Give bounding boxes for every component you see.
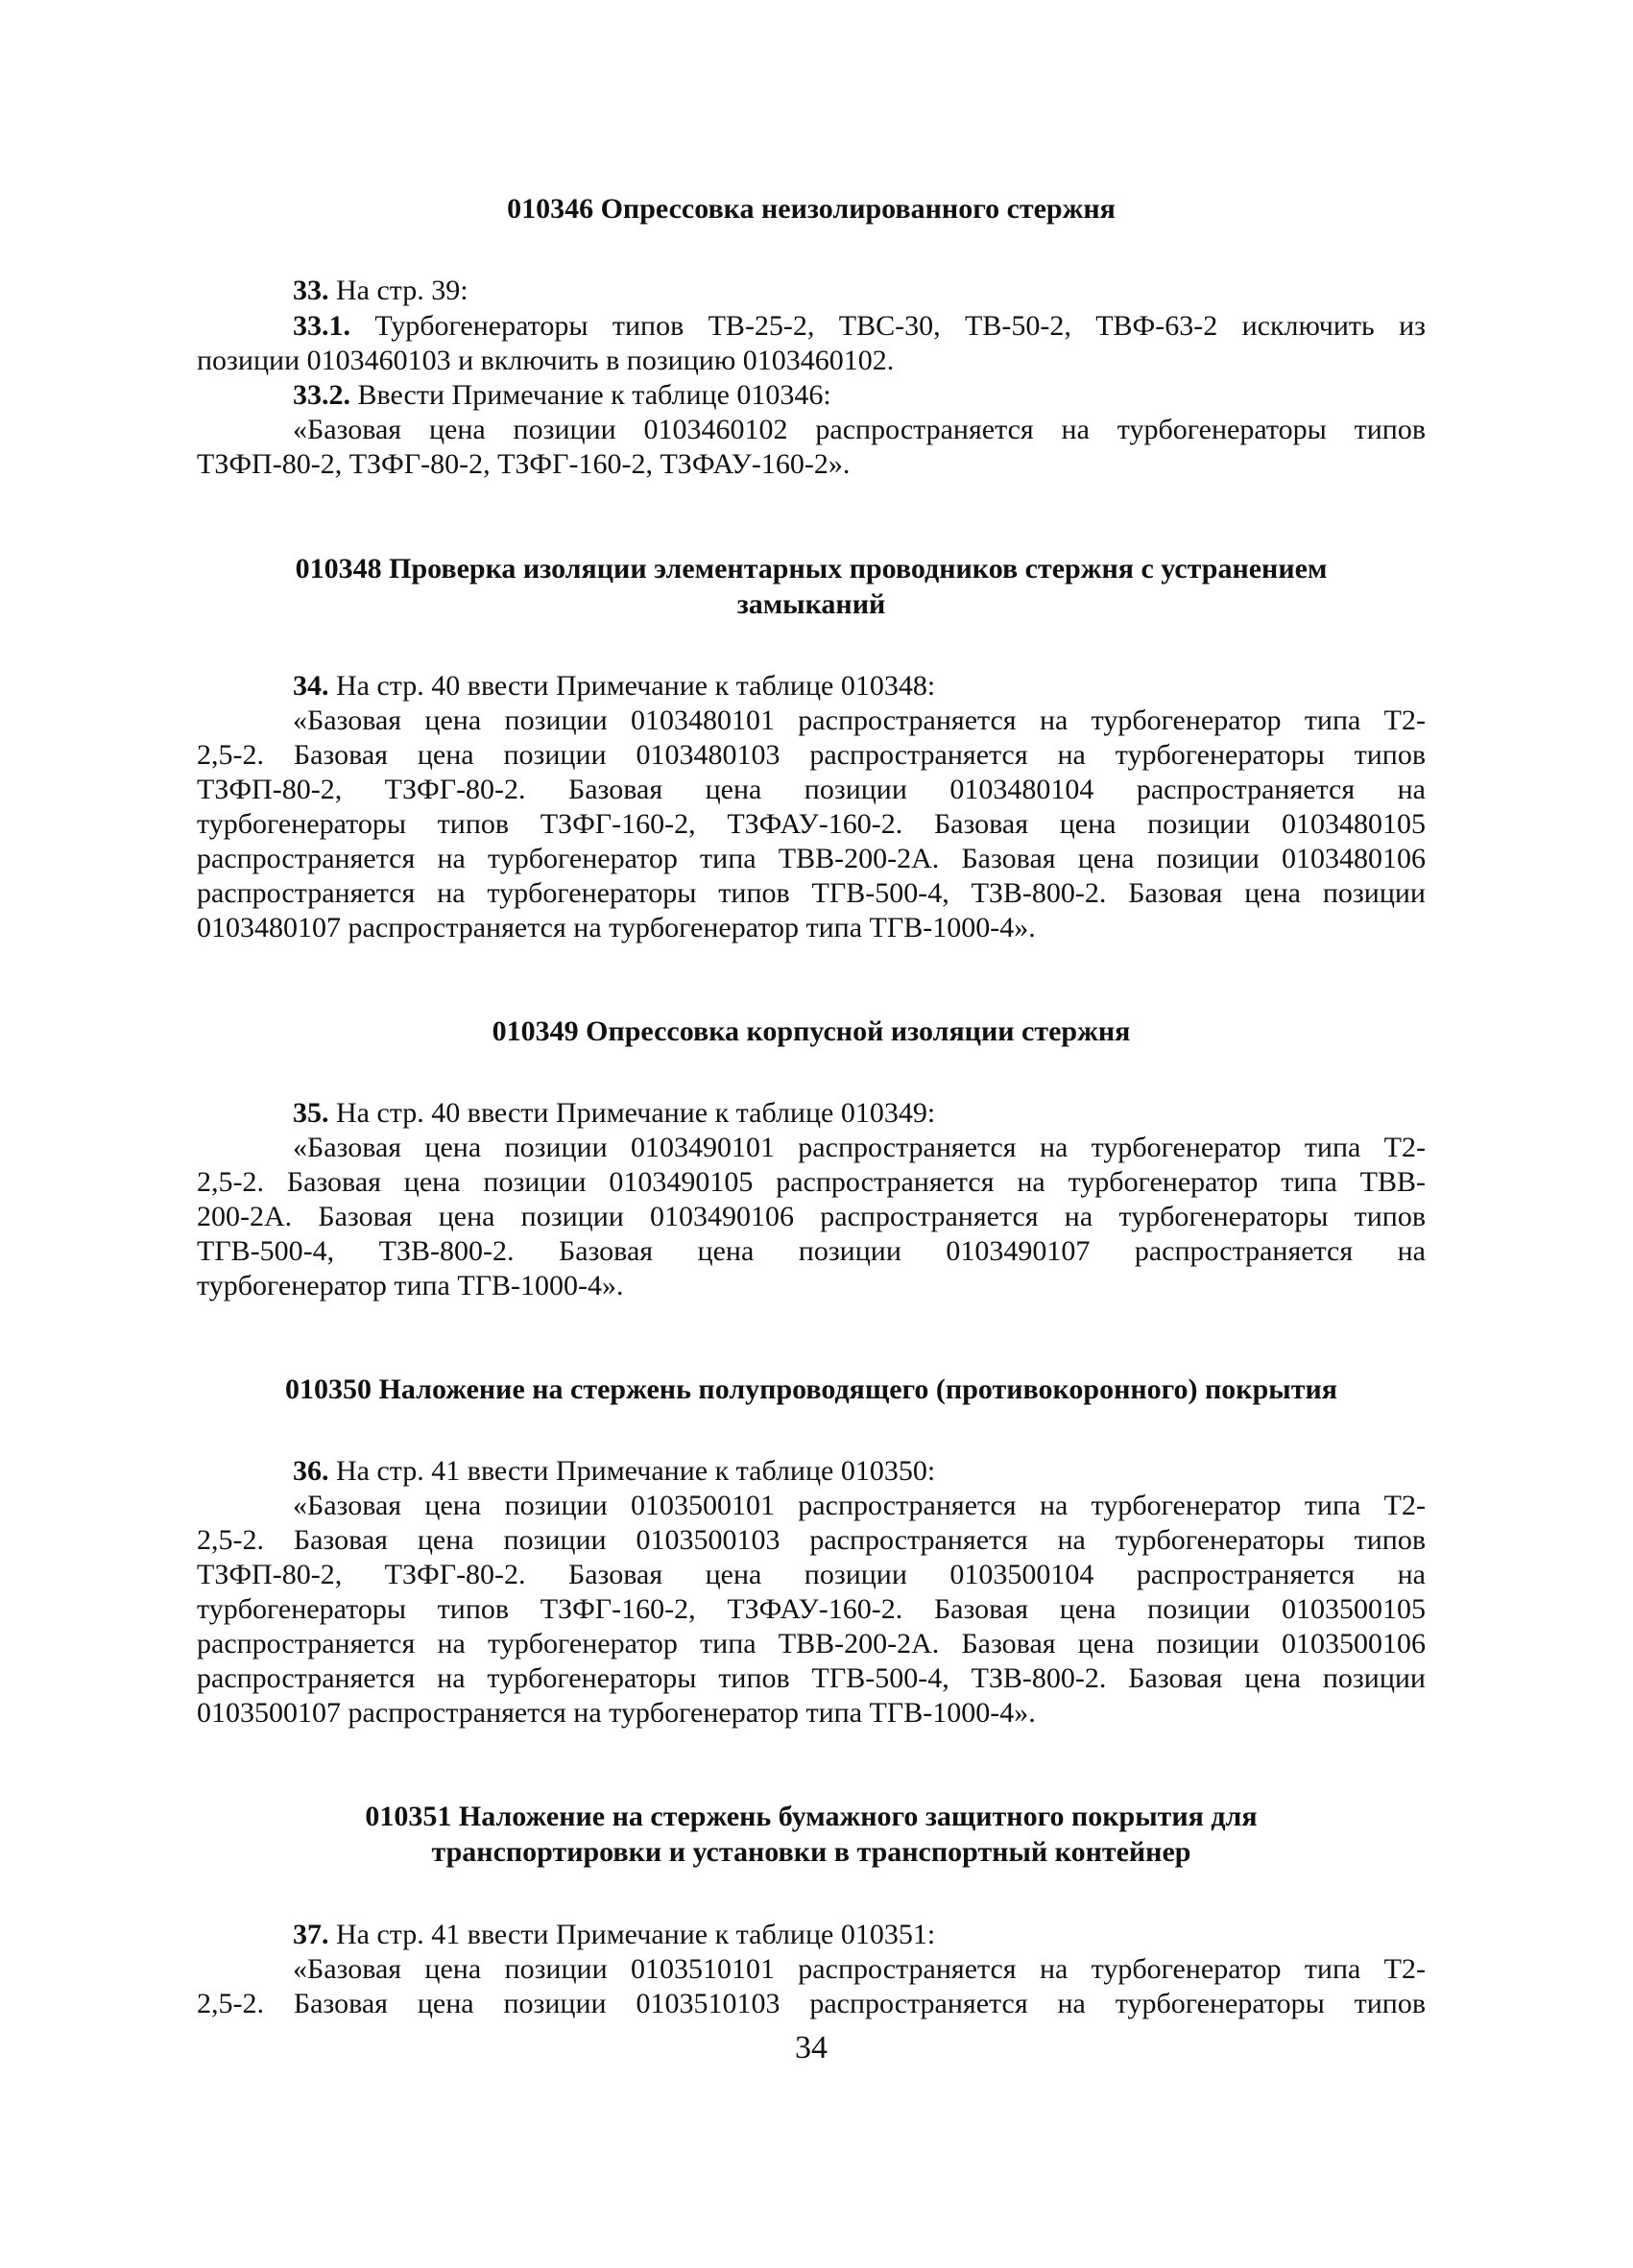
item-35 [293,1094,935,1133]
item-37 [293,1916,935,1954]
section-heading-010350: 010350 Наложение на стержень полупроводящего (противокоронного) покрытия [285,1373,1337,1405]
section-heading-010346: 010346 Опрессовка неизолированного стержня [507,193,1116,225]
item-33-2 [293,376,831,415]
note-line: 2,5-2. Базовая цена позиции 0103480103 распространяется на турбогенераторы типов [197,739,1426,771]
note-line: распространяется на турбогенератор типа ТВВ-200-2А. Базовая цена позиции 0103480106 [197,843,1426,874]
item-number: 33. [293,275,329,306]
section-heading-010348: 010348 Проверка изоляции элементарных проводников стержня с устранением [295,553,1328,585]
item-36 [293,1452,935,1491]
note-line: ТЗФП-80-2, ТЗФГ-80-2. Базовая цена позиции 0103480104 распространяется на [197,774,1426,805]
note-line: «Базовая цена позиции 0103480101 распространяется на турбогенератор типа Т2- [293,704,1426,736]
item-number: 36. [293,1455,329,1487]
note-line: 2,5-2. Базовая цена позиции 0103510103 распространяется на турбогенераторы типов [197,1988,1426,2019]
note-line: «Базовая цена позиции 0103500101 распространяется на турбогенератор типа Т2- [293,1490,1426,1521]
note-line: «Базовая цена позиции 0103510101 распространяется на турбогенератор типа Т2- [293,1953,1426,1985]
item-number: 34. [293,670,329,702]
item-text: На стр. 41 ввести Примечание к таблице 010351: [328,1919,936,1950]
item-number: 33.2. [293,379,350,411]
note-line: ТЗФП-80-2, ТЗФГ-80-2. Базовая цена позиции 0103500104 распространяется на [197,1559,1426,1590]
note-line: распространяется на турбогенератор типа ТВВ-200-2А. Базовая цена позиции 0103500106 [197,1628,1426,1659]
item-text: На стр. 39: [328,275,468,306]
item-text: На стр. 40 ввести Примечание к таблице 010348: [328,670,936,702]
section-heading-010351-cont: транспортировки и установки в транспортный контейнер [431,1836,1191,1868]
page-number: 34 [795,2030,828,2065]
item-number: 35. [293,1097,329,1129]
item-text: Ввести Примечание к таблице 010346: [350,379,831,411]
note-line: ТГВ-500-4, ТЗВ-800-2. Базовая цена позиции 0103490107 распространяется на [197,1235,1426,1267]
item-33-1 [293,307,1426,346]
note-line: «Базовая цена позиции 0103460102 распространяется на турбогенераторы типов [293,414,1426,445]
note-line: 200-2А. Базовая цена позиции 0103490106 распространяется на турбогенераторы типов [197,1201,1426,1232]
note-line: 2,5-2. Базовая цена позиции 0103500103 распространяется на турбогенераторы типов [197,1524,1426,1556]
item-text: На стр. 41 ввести Примечание к таблице 010350: [328,1455,936,1487]
note-line: 0103500107 распространяется на турбогенератор типа ТГВ-1000-4». [197,1697,1036,1729]
item-34 [293,667,935,705]
note-line: ТЗФП-80-2, ТЗФГ-80-2, ТЗФГ-160-2, ТЗФАУ-160-2». [197,448,851,480]
text-line: позиции 0103460103 и включить в позицию 0103460102. [197,345,895,376]
item-text: На стр. 40 ввести Примечание к таблице 010349: [328,1097,936,1129]
section-heading-010349: 010349 Опрессовка корпусной изоляции стержня [492,1015,1131,1047]
item-number: 37. [293,1919,329,1950]
note-line: турбогенераторы типов ТЗФГ-160-2, ТЗФАУ-160-2. Базовая цена позиции 0103480105 [197,808,1426,840]
note-line: распространяется на турбогенераторы типов ТГВ-500-4, ТЗВ-800-2. Базовая цена позиции [197,1662,1426,1694]
item-33 [293,272,468,310]
section-heading-010348-cont: замыканий [736,588,886,620]
note-line: 2,5-2. Базовая цена позиции 0103490105 распространяется на турбогенератор типа ТВВ- [197,1166,1426,1198]
section-heading-010351: 010351 Наложение на стержень бумажного защитного покрытия для [365,1801,1258,1832]
note-line: турбогенератор типа ТГВ-1000-4». [197,1270,624,1301]
note-line: турбогенераторы типов ТЗФГ-160-2, ТЗФАУ-160-2. Базовая цена позиции 0103500105 [197,1593,1426,1625]
note-line: распространяется на турбогенераторы типов ТГВ-500-4, ТЗВ-800-2. Базовая цена позиции [197,877,1426,909]
note-line: 0103480107 распространяется на турбогенератор типа ТГВ-1000-4». [197,912,1036,943]
item-text: Турбогенераторы типов ТВ-25-2, ТВС-30, ТВ-50-2, ТВФ-63-2 исключить из [350,310,1426,342]
note-line: «Базовая цена позиции 0103490101 распространяется на турбогенератор типа Т2- [293,1132,1426,1163]
item-number: 33.1. [293,310,350,342]
